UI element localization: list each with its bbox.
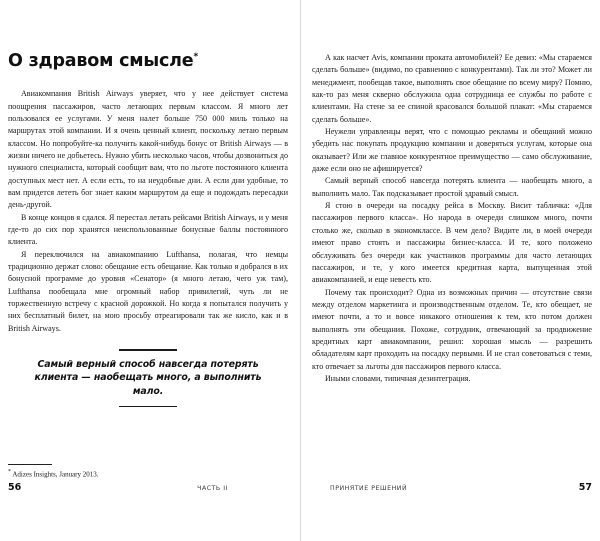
paragraph: Иными словами, типичная дезинтеграция. [325,373,471,383]
footnote-rule [8,464,52,465]
left-page-footer [0,482,300,493]
pull-quote [24,349,272,407]
pull-quote-text: Самый верный способ навсегда потерять клиента — наобещать много, а выполнить мало. [34,358,262,397]
left-page-body [8,71,288,335]
right-page-footer [300,482,600,493]
right-page-body [312,0,592,385]
page-number: 57 [578,482,592,493]
paragraph: А как насчет Avis, компании проката автомобилей? Ее девиз: «Мы стараемся сделать больше» (видимо, по сравнению с конкурентами). Так ли это? Может ли менеджмент, пообещав такое, выполнять свое обещание по всему миру? Помню, как-то раз меня скверно обслужила одна сотрудница ее службы по работе с клиентами. На стене за ее спиной красовался большой плакат: «Мы стараемся сделать больше». [312,53,592,124]
paragraph: Почему так происходит? Одна из возможных причин — отсутствие связи между отделом маркетинга и производственным отделом. Те, кто обещает, не имеют почти, а то и вовсе никакого отношения к тем, кто потом должен выполнять эти обещания. Похоже, сотрудник, отвечающий за продвижение кредитных карт авиакомпании, решил: хорошая мысль — разрешить обладателям карт проходить на посадку первыми. И не стал советоваться с теми, кто отвечает за льготы для пассажиров первого класса. [312,287,592,371]
footnote-marker: * [8,468,11,475]
page-title [8,0,288,71]
paragraph: Я переключился на авиакомпанию Lufthansa, полагая, что немцы традиционно держат слово: обещание есть обещание. Как только я добрался в их бонусной программе до уровня «Сенатор» (я много летаю, чего уж там), Lufthansa пообещала мне огромный набор привилегий, чуть ли не торжественную встречу с красной дорожкой. Но когда я попытался получить у них бесплатный билет, на мою просьбу отреагировали так же кисло, как и в British Airways. [8,249,288,333]
pull-quote-rule-bottom [119,406,177,408]
footnote [8,464,292,479]
paragraph: Самый верный способ навсегда потерять клиента — наобещать много, а выполнить мало. Так подсказывает простой здравый смысл. [312,176,592,198]
footnote-text [8,468,292,479]
chapter-title-text: О здравом смысле [8,51,194,71]
running-head: ЧАСТЬ II [197,485,228,492]
page-number: 56 [8,482,22,493]
title-footnote-marker: * [193,52,198,63]
paragraph: Авиакомпания British Airways уверяет, что у нее действует система поощрения пассажиров, часто летающих первым классом. Я много лет пользовался ее услугами. У меня налет больше 750 000 миль только на маршрутах этой компании. И я очень ценный клиент, поскольку летаю первым классом. Но попробуйте-ка получить какой-нибудь бонус от British Airways — в жизни ничего не добьетесь. Нужно убить несколько часов, чтобы дозвониться до нужного специалиста, который сообщит вам, что по льготе постоянного клиента доступных мест нет. А если есть, то на неудобные дни. А если дни удобные, то вам придется лететь бог знает каким маршрутом да еще и подождать пересадки день-другой. [8,89,288,210]
pull-quote-rule-top [119,349,177,351]
paragraph: В конце концов я сдался. Я перестал летать рейсами British Airways, и у меня где-то до сих пор хранятся неиспользованные бонусные баллы постоянного клиента. [8,212,288,247]
right-page [300,0,600,541]
footnote-citation: Adizes Insights, January 2013. [12,470,99,478]
running-head: ПРИНЯТИЕ РЕШЕНИЙ [330,485,408,492]
paragraph: Неужели управленцы верят, что с помощью рекламы и обещаний можно убедить нас покупать продукцию компании и доверяться услугам, которые она оказывает? Или же главное конкурентное преимущество — само обслуживание, даже если оно не афишируется? [312,127,592,174]
paragraph: Я стою в очереди на посадку рейса в Москву. Висит табличка: «Для пассажиров первого класса». Но народа в очереди слишком много, почти столько же, сколько в экономклассе. В чем дело? Видите ли, в моей очереди имеют право стоять и пассажиры бизнес-класса. И те, кого положено обслуживать без очереди как участников программы для часто летающих пассажиров, и те, у кого имеется кредитная карта, выпущенная этой авиакомпанией, и еще невесть кто. [312,201,592,285]
